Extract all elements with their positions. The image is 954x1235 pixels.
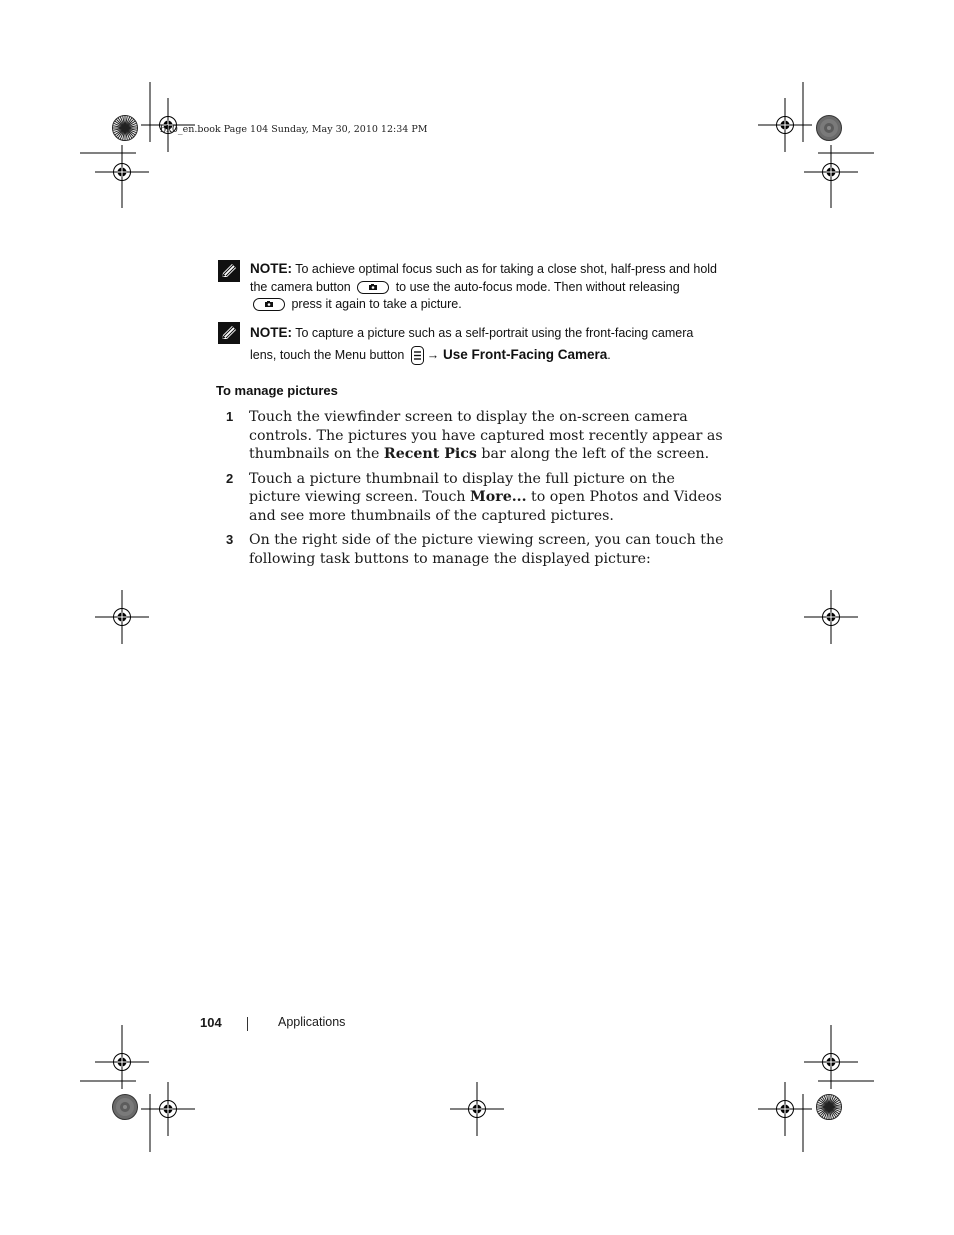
note-text: to use the auto-focus mode. Then without releasing (392, 279, 680, 294)
menu-button-icon (411, 346, 424, 365)
note-label: NOTE: (250, 261, 292, 276)
note-autofocus (218, 260, 718, 314)
footer-section-name: Applications (278, 1015, 346, 1029)
step-text: Touch a picture thumbnail to display the full picture on the picture viewing screen. Touch (249, 470, 675, 505)
note-front-camera (218, 322, 718, 366)
menu-item-use-front-facing-camera: Use Front-Facing Camera (439, 347, 608, 362)
list-item (226, 408, 726, 464)
steps-list (226, 408, 726, 574)
step-bold-term: More... (470, 489, 527, 505)
step-number: 2 (226, 470, 234, 486)
note-text: To capture a picture such as a self-portrait using the front-facing camera lens, touch the Menu button (250, 326, 694, 362)
step-text: bar along the left of the screen. (476, 446, 710, 462)
print-header: bk0_en.book Page 104 Sunday, May 30, 2010 12:34 PM (160, 124, 428, 135)
note-text: To achieve optimal focus such as for taking a close shot, half-press and hold the camera button (250, 262, 718, 294)
note-text: . (607, 348, 611, 362)
step-bold-term: Recent Pics (383, 446, 477, 462)
section-title: To manage pictures (216, 383, 338, 398)
footer-divider (247, 1017, 248, 1031)
page-number: 104 (200, 1015, 222, 1030)
step-number: 3 (226, 532, 234, 547)
pencil-note-icon (218, 260, 240, 282)
note-label: NOTE: (250, 325, 292, 340)
list-item (226, 531, 726, 568)
step-text: to open Photos and Videos and see more thumbnails of the captured pictures. (249, 489, 722, 524)
step-number: 1 (226, 409, 234, 424)
list-item (226, 470, 726, 526)
camera-button-icon (253, 298, 285, 311)
arrow-glyph: → (426, 348, 440, 362)
pencil-note-icon (218, 322, 240, 344)
camera-button-icon (357, 281, 389, 294)
note-text: press it again to take a picture. (288, 297, 462, 311)
step-text: Touch the viewfinder screen to display the on-screen camera controls. The pictures you have captured most recently appear as thumbnails on the (249, 409, 723, 462)
step-text: On the right side of the picture viewing screen, you can touch the following task buttons to manage the displayed picture: (249, 532, 724, 567)
